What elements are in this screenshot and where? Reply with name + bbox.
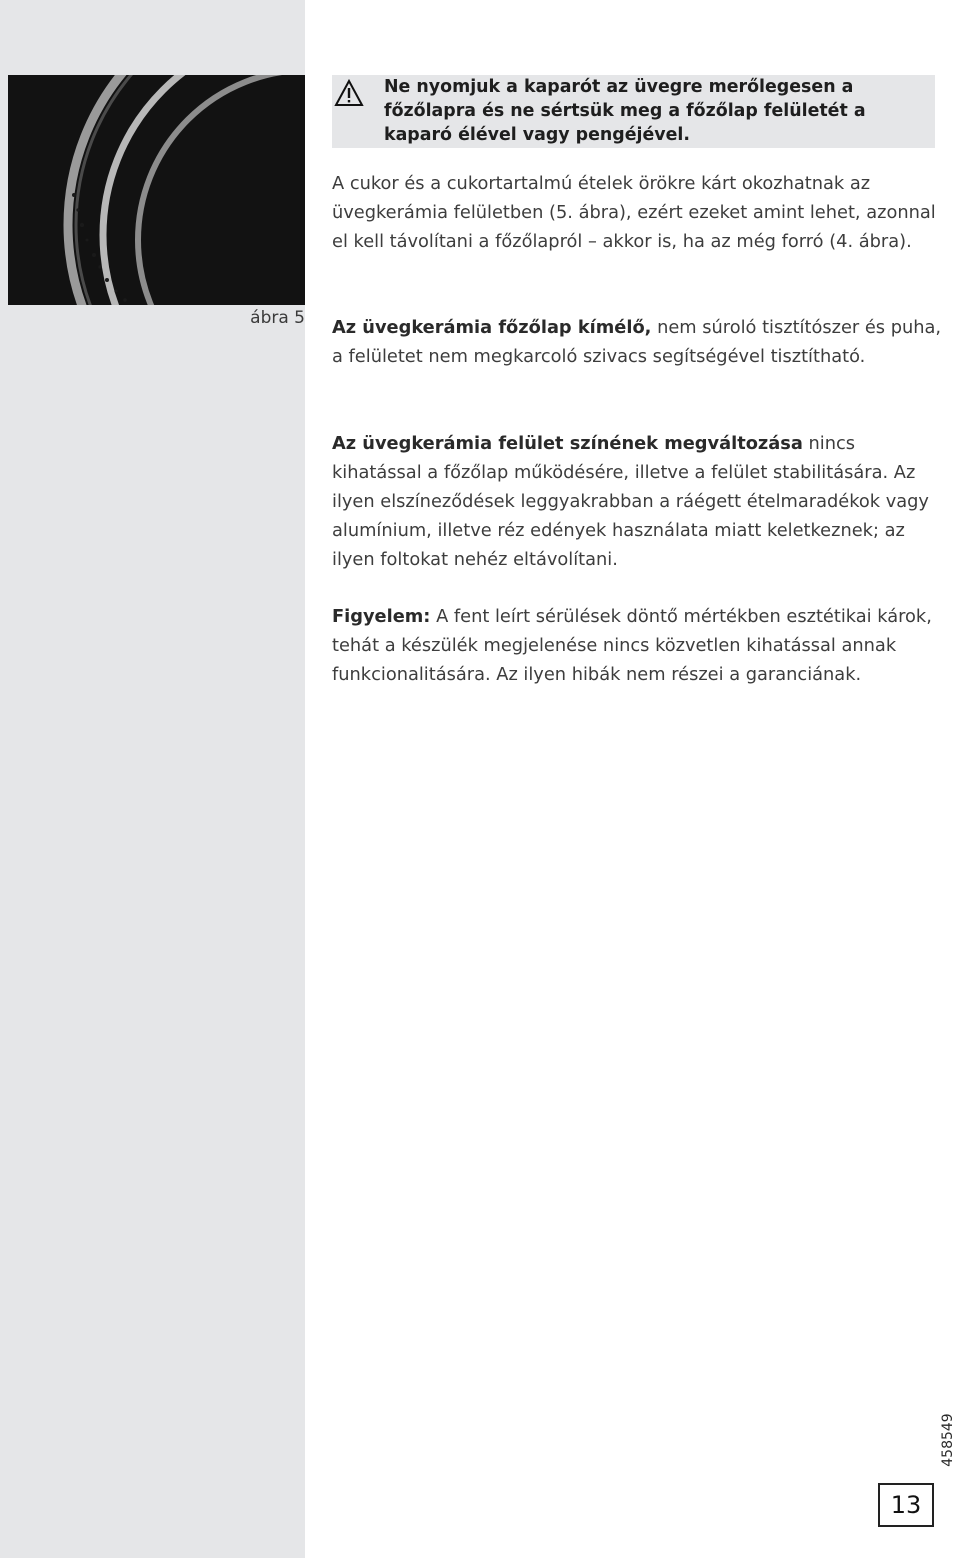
warning-triangle-icon (334, 79, 364, 107)
page-number: 13 (878, 1483, 934, 1527)
paragraph-attention-text: A fent leírt sérülések döntő mértékben esztétikai károk, tehát a készülék megjelenése nincs közvetlen kihatással annak funkcionalitására. Az ilyen hibák nem részei a garanciának. (332, 606, 932, 685)
paragraph-discoloration (332, 429, 942, 574)
paragraph-sugar (332, 169, 942, 256)
cooktop-figure (8, 75, 305, 305)
paragraph-cleaning-text: nem súroló tisztítószer és puha, a felületet nem megkarcoló szivacs segítségével tisztítható. (332, 317, 942, 367)
cooktop-rings-image (8, 75, 305, 305)
paragraph-cleaning-bold: Az üvegkerámia főzőlap kímélő, (332, 317, 652, 338)
document-code (936, 1400, 960, 1480)
paragraph-sugar-text: A cukor és a cukortartalmú ételek örökre kárt okozhatnak az üvegkerámia felületben (5. ábra), ezért ezeket amint lehet, azonnal el kell távolítani a főzőlapról – akkor is, ha az még forró (4. ábra). (332, 173, 936, 252)
warning-text: Ne nyomjuk a kaparót az üvegre merőlegesen a főzőlapra és ne sértsük meg a főzőlap felületét a kaparó élével vagy pengéjével. (384, 77, 866, 145)
figure-caption: ábra 5 (250, 308, 305, 328)
paragraph-discoloration-bold: Az üvegkerámia felület színének megváltozása (332, 433, 803, 454)
warning-box (332, 75, 935, 148)
paragraph-discoloration-text: nincs kihatással a főzőlap működésére, illetve a felület stabilitására. Az ilyen elszíneződések leggyakrabban a ráégett ételmaradékok vagy alumínium, illetve réz edények használata miatt keletkeznek; az ilyen foltokat nehéz eltávolítani. (332, 433, 929, 570)
document-code-text: 458549 (940, 1413, 956, 1467)
paragraph-cleaning (332, 313, 942, 371)
paragraph-attention-bold: Figyelem: (332, 606, 431, 627)
paragraph-attention (332, 602, 942, 689)
